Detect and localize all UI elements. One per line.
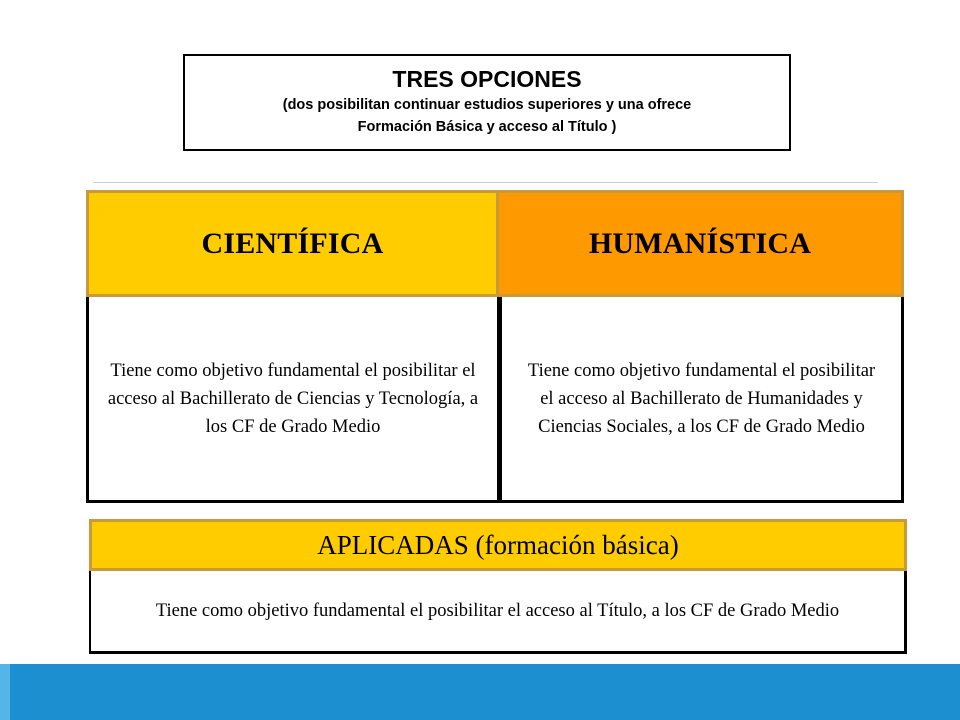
page-subtitle-line-2: Formación Básica y acceso al Título ): [357, 119, 617, 135]
aplicadas-header: APLICADAS (formación básica): [89, 519, 907, 571]
aplicadas-description: Tiene como objetivo fundamental el posibilitar el acceso al Título, a los CF de Grado Medio: [89, 571, 907, 654]
footer-bar: [0, 664, 960, 720]
cientifica-description: Tiene como objetivo fundamental el posibilitar el acceso al Bachillerato de Ciencias y Tecnología, a los CF de Grado Medio: [86, 297, 499, 503]
page-subtitle-line-1: (dos posibilitan continuar estudios superiores y una ofrece: [282, 97, 692, 113]
cientifica-header: CIENTÍFICA: [86, 190, 498, 297]
page-title: TRES OPCIONES: [392, 66, 582, 92]
footer-accent: [0, 664, 10, 720]
humanistica-header: HUMANÍSTICA: [498, 190, 904, 297]
title-box: [183, 54, 791, 151]
humanistica-description: Tiene como objetivo fundamental el posibilitar el acceso al Bachillerato de Humanidades y Ciencias Sociales, a los CF de Grado Medio: [499, 297, 904, 503]
options-table: [86, 190, 904, 503]
divider: [93, 182, 878, 183]
